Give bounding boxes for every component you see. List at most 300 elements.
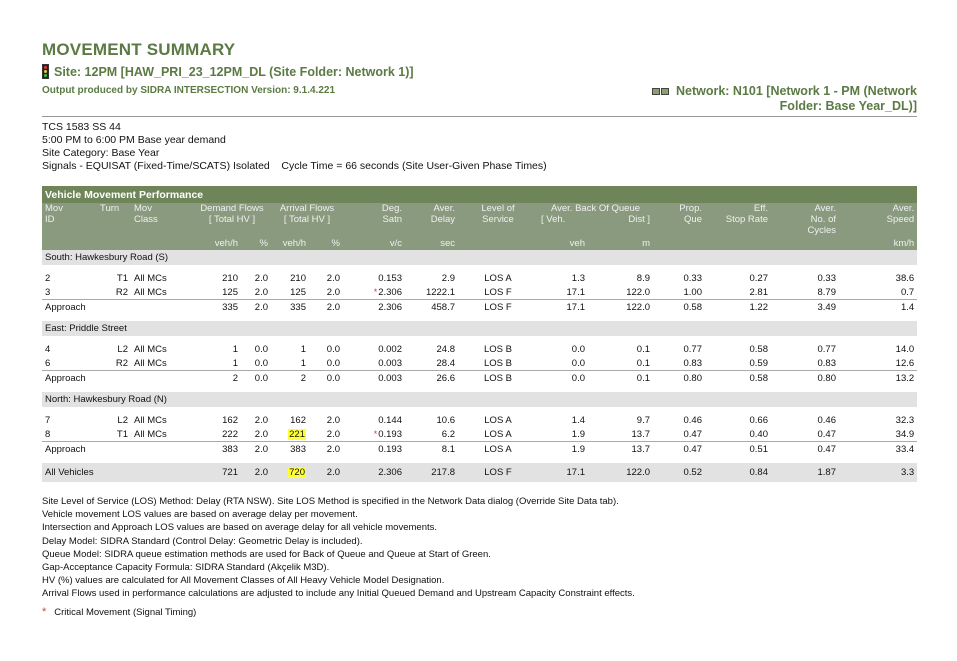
note-line: Arrival Flows used in performance calculations are adjusted to include any Initial Queued Demand and Upstream Capacity Constraint effects. (42, 588, 635, 600)
value-ahv: 2.0 (326, 286, 340, 298)
cell-ahv (309, 413, 343, 427)
cell-spd (839, 371, 917, 387)
value-eff: 2.81 (749, 286, 768, 298)
value-deg: 0.003 (378, 357, 402, 369)
value-veh: 1.4 (571, 414, 585, 426)
value-veh: 1.9 (571, 444, 585, 455)
cell-los (458, 413, 538, 427)
critical-marker-icon: * (373, 286, 378, 297)
legend (42, 606, 196, 618)
cell-prop (653, 371, 705, 387)
cell-turn: R2 (115, 357, 128, 369)
value-los: LOS A (484, 428, 512, 440)
cell-los (458, 342, 538, 356)
value-delay: 10.6 (436, 414, 455, 426)
value-prop: 0.58 (683, 302, 702, 313)
cell-delay (405, 300, 458, 316)
network-line-2: Folder: Base Year_DL)] (779, 99, 917, 114)
table-row (42, 342, 917, 356)
cell-dhv (241, 442, 271, 458)
value-cyc: 0.47 (817, 444, 836, 455)
value-cyc: 8.79 (817, 286, 836, 298)
cell-id: 7 (45, 414, 51, 426)
value-deg: 2.306 (378, 286, 402, 298)
approach-name: East: Priddle Street (42, 321, 917, 336)
approach-label: Approach (42, 300, 193, 316)
value-dhv: 2.0 (254, 467, 268, 478)
value-dt: 162 (222, 414, 238, 426)
value-dhv: 0.0 (254, 343, 268, 355)
table-title: Vehicle Movement Performance (42, 186, 917, 203)
cell-id: 4 (45, 343, 51, 355)
cell-class: All MCs (134, 272, 167, 284)
value-dhv: 2.0 (254, 302, 268, 313)
value-dhv: 2.0 (254, 272, 268, 284)
cell-ahv (309, 300, 343, 316)
cell-veh (538, 427, 588, 442)
cell-dt (193, 463, 241, 482)
cell-dhv (241, 300, 271, 316)
cell-id: 3 (45, 286, 51, 298)
col-header-delay: Aver. Delay (405, 203, 458, 236)
cell-ahv (309, 463, 343, 482)
cell-prop (653, 427, 705, 442)
table-row (42, 356, 917, 371)
value-ahv: 2.0 (326, 467, 340, 478)
unit: veh/h (271, 236, 309, 250)
value-deg: 2.306 (378, 302, 402, 313)
cell-cyc (771, 300, 839, 316)
value-los: LOS B (484, 373, 512, 384)
cell-deg (343, 271, 405, 285)
cell-ahv (309, 442, 343, 458)
cell-los (458, 371, 538, 387)
cell-class: All MCs (134, 428, 167, 440)
note-line: Intersection and Approach LOS values are based on average delay for all vehicle movements. (42, 522, 438, 534)
cell-dhv (241, 413, 271, 427)
unit: sec (405, 236, 458, 250)
value-delay: 24.8 (436, 343, 455, 355)
value-cyc: 0.80 (817, 373, 836, 384)
col-header-class: Mov Class (131, 203, 193, 236)
cell-delay (405, 413, 458, 427)
output-version: Output produced by SIDRA INTERSECTION Version: 9.1.4.221 (42, 85, 336, 96)
approach-row (42, 300, 917, 316)
value-delay: 28.4 (436, 357, 455, 369)
value-eff: 1.22 (749, 302, 768, 313)
cell-veh (538, 442, 588, 458)
cell-dist (588, 413, 653, 427)
cell-eff (705, 413, 771, 427)
cell-spd (839, 271, 917, 285)
value-ahv: 2.0 (326, 414, 340, 426)
cell-turn: T1 (116, 428, 128, 440)
cell-dist (588, 463, 653, 482)
value-spd: 32.3 (895, 414, 915, 426)
value-at: 335 (290, 302, 306, 313)
value-dist: 0.1 (636, 373, 650, 384)
cell-dt (193, 300, 241, 316)
all-vehicles-label: All Vehicles (42, 463, 193, 482)
cell-dist (588, 356, 653, 371)
value-veh: 0.0 (571, 373, 585, 384)
value-los: LOS A (484, 272, 512, 284)
value-at: 383 (290, 444, 306, 455)
cell-veh (538, 371, 588, 387)
cell-los (458, 271, 538, 285)
cell-turn: R2 (115, 286, 128, 298)
unit: veh/h (193, 236, 241, 250)
cell-deg (343, 427, 405, 442)
cell-los (458, 356, 538, 371)
cell-prop (653, 271, 705, 285)
cell-at (271, 371, 309, 387)
cell-cyc (771, 285, 839, 300)
value-at: 2 (300, 373, 306, 384)
value-deg: 0.193 (378, 428, 402, 440)
value-at: 1 (300, 343, 306, 355)
cell-spd (839, 300, 917, 316)
unit: v/c (343, 236, 405, 250)
col-header-deg: Deg. Satn (343, 203, 405, 236)
value-spd: 33.4 (895, 444, 915, 455)
table-row (42, 271, 917, 285)
value-dhv: 0.0 (254, 357, 268, 369)
cell-delay (405, 342, 458, 356)
value-ahv: 2.0 (326, 444, 340, 455)
value-spd: 0.7 (900, 286, 915, 298)
approach-label: Approach (42, 371, 193, 387)
cell-veh (538, 300, 588, 316)
cell-eff (705, 442, 771, 458)
value-spd: 13.2 (895, 373, 915, 384)
value-veh: 1.3 (571, 272, 585, 284)
cell-at (271, 300, 309, 316)
cell-dist (588, 300, 653, 316)
value-eff: 0.58 (749, 373, 768, 384)
value-dt: 335 (222, 302, 238, 313)
value-ahv: 0.0 (326, 343, 340, 355)
unit: m (588, 236, 653, 250)
cell-eff (705, 356, 771, 371)
notes (42, 495, 635, 601)
cell-dist (588, 371, 653, 387)
cell-dist (588, 427, 653, 442)
cell-los (458, 300, 538, 316)
cell-cyc (771, 413, 839, 427)
value-at: 162 (290, 414, 306, 426)
cell-dt (193, 442, 241, 458)
critical-marker-icon: * (373, 428, 378, 439)
value-dt: 222 (222, 428, 238, 440)
cell-eff (705, 371, 771, 387)
cell-cyc (771, 342, 839, 356)
value-deg: 0.153 (378, 272, 402, 284)
col-header-eff: Eff. Stop Rate (705, 203, 771, 236)
cell-at (271, 427, 309, 442)
approach-label: Approach (42, 442, 193, 458)
movement-performance-table (42, 186, 917, 482)
cell-class: All MCs (134, 414, 167, 426)
cell-ahv (309, 285, 343, 300)
value-eff: 0.51 (749, 444, 768, 455)
cell-ahv (309, 371, 343, 387)
approach-header (42, 392, 917, 407)
cell-delay (405, 442, 458, 458)
col-header-queue: Aver. Back Of Queue [ Veh. Dist ] (538, 203, 653, 236)
cell-dist (588, 271, 653, 285)
cell-veh (538, 271, 588, 285)
value-dist: 13.7 (631, 428, 650, 440)
info-line: Site Category: Base Year (42, 147, 160, 159)
value-los: LOS A (484, 414, 512, 426)
value-deg: 0.193 (378, 444, 402, 455)
value-delay: 2.9 (441, 272, 455, 284)
cell-spd (839, 342, 917, 356)
note-line: HV (%) values are calculated for All Movement Classes of All Heavy Vehicle Model Designation. (42, 575, 445, 587)
value-prop: 0.80 (683, 373, 702, 384)
site-info (42, 121, 547, 173)
value-prop: 0.46 (683, 414, 702, 426)
cell-cyc (771, 356, 839, 371)
info-line: 5:00 PM to 6:00 PM Base year demand (42, 134, 226, 146)
value-spd: 3.3 (900, 467, 915, 478)
cell-prop (653, 356, 705, 371)
cell-dt (193, 342, 241, 356)
value-cyc: 0.33 (817, 272, 836, 284)
approach-name: South: Hawkesbury Road (S) (42, 250, 917, 265)
value-veh: 17.1 (566, 467, 585, 478)
cell-veh (538, 285, 588, 300)
value-ahv: 0.0 (326, 357, 340, 369)
note-line: Gap-Acceptance Capacity Formula: SIDRA Standard (Akçelik M3D). (42, 562, 330, 574)
cell-prop (653, 300, 705, 316)
value-deg: 0.003 (378, 373, 402, 384)
value-dhv: 0.0 (254, 373, 268, 384)
value-dt: 1 (232, 343, 238, 355)
value-eff: 0.66 (749, 414, 768, 426)
value-dhv: 2.0 (254, 414, 268, 426)
cell-deg (343, 413, 405, 427)
cell-at (271, 442, 309, 458)
network-icon (652, 84, 670, 99)
value-spd: 1.4 (900, 302, 915, 313)
cell-veh (538, 342, 588, 356)
value-dt: 721 (222, 467, 238, 478)
value-eff: 0.58 (749, 343, 768, 355)
site-title (42, 64, 414, 79)
cell-spd (839, 427, 917, 442)
table-row (42, 427, 917, 442)
approach-header (42, 321, 917, 336)
value-prop: 0.52 (683, 467, 702, 478)
value-ahv: 2.0 (326, 428, 340, 440)
col-header-mov: Mov ID (42, 203, 97, 236)
value-spd: 12.6 (895, 357, 915, 369)
critical-marker-icon: * (42, 606, 47, 618)
col-header-turn: Turn (97, 203, 131, 236)
cell-veh (538, 356, 588, 371)
cell-turn: L2 (117, 343, 128, 355)
value-at: 1 (300, 357, 306, 369)
info-line: Signals - EQUISAT (Fixed-Time/SCATS) Isolated Cycle Time = 66 seconds (Site User-Given Phase Times) (42, 160, 547, 172)
value-at: 720 (289, 467, 305, 478)
value-veh: 0.0 (571, 343, 585, 355)
cell-delay (405, 427, 458, 442)
value-cyc: 0.83 (817, 357, 836, 369)
value-deg: 0.144 (378, 414, 402, 426)
cell-prop (653, 285, 705, 300)
cell-deg (343, 463, 405, 482)
value-at: 125 (290, 286, 306, 298)
network-title (587, 84, 917, 114)
cell-prop (653, 442, 705, 458)
value-los: LOS A (484, 444, 512, 455)
cell-dist (588, 285, 653, 300)
value-spd: 34.9 (895, 428, 915, 440)
value-delay: 26.6 (436, 373, 455, 384)
value-veh: 17.1 (566, 286, 585, 298)
approach-name: North: Hawkesbury Road (N) (42, 392, 917, 407)
cell-deg (343, 442, 405, 458)
table-row (42, 413, 917, 427)
approach-row (42, 442, 917, 458)
cell-spd (839, 285, 917, 300)
value-spd: 38.6 (895, 272, 915, 284)
table-row (42, 285, 917, 300)
cell-at (271, 342, 309, 356)
value-delay: 458.7 (431, 302, 455, 313)
cell-prop (653, 342, 705, 356)
value-los: LOS B (484, 343, 512, 355)
cell-dhv (241, 371, 271, 387)
cell-id: 6 (45, 357, 51, 369)
value-veh: 0.0 (571, 357, 585, 369)
cell-dhv (241, 463, 271, 482)
cell-id: 8 (45, 428, 51, 440)
col-header-arrival: Arrival Flows [ Total HV ] (271, 203, 343, 236)
value-dhv: 2.0 (254, 444, 268, 455)
cell-at (271, 271, 309, 285)
cell-delay (405, 285, 458, 300)
value-ahv: 0.0 (326, 373, 340, 384)
cell-dhv (241, 285, 271, 300)
cell-cyc (771, 442, 839, 458)
cell-eff (705, 285, 771, 300)
value-eff: 0.84 (749, 467, 768, 478)
value-los: LOS F (484, 302, 512, 313)
value-ahv: 2.0 (326, 302, 340, 313)
cell-prop (653, 463, 705, 482)
col-header-demand: Demand Flows [ Total HV ] (193, 203, 271, 236)
value-spd: 14.0 (895, 343, 915, 355)
value-cyc: 3.49 (817, 302, 836, 313)
cell-prop (653, 413, 705, 427)
cell-at (271, 463, 309, 482)
unit: % (309, 236, 343, 250)
value-dt: 383 (222, 444, 238, 455)
value-dist: 0.1 (636, 343, 650, 355)
cell-deg (343, 371, 405, 387)
unit: % (241, 236, 271, 250)
value-dist: 122.0 (626, 286, 650, 298)
cell-at (271, 285, 309, 300)
value-dt: 125 (222, 286, 238, 298)
cell-cyc (771, 371, 839, 387)
all-vehicles-row (42, 463, 917, 482)
cell-ahv (309, 271, 343, 285)
value-eff: 0.40 (749, 428, 768, 440)
cell-dist (588, 442, 653, 458)
cell-dist (588, 342, 653, 356)
value-cyc: 0.46 (817, 414, 836, 426)
value-delay: 6.2 (441, 428, 455, 440)
col-header-los: Level of Service (458, 203, 538, 236)
col-header-prop: Prop. Que (653, 203, 705, 236)
cell-deg (343, 285, 405, 300)
note-line: Queue Model: SIDRA queue estimation methods are used for Back of Queue and Queue at Start of Green. (42, 548, 491, 560)
cell-dt (193, 271, 241, 285)
cell-turn: L2 (117, 414, 128, 426)
value-prop: 1.00 (683, 286, 702, 298)
cell-spd (839, 413, 917, 427)
value-los: LOS F (484, 467, 512, 478)
cell-delay (405, 463, 458, 482)
cell-deg (343, 342, 405, 356)
cell-eff (705, 463, 771, 482)
divider (42, 116, 917, 117)
cell-eff (705, 300, 771, 316)
value-cyc: 0.47 (817, 428, 836, 440)
value-prop: 0.47 (683, 444, 702, 455)
value-eff: 0.59 (749, 357, 768, 369)
cell-dhv (241, 342, 271, 356)
cell-delay (405, 371, 458, 387)
value-cyc: 0.77 (817, 343, 836, 355)
cell-dt (193, 413, 241, 427)
value-dt: 2 (232, 373, 238, 384)
info-line: TCS 1583 SS 44 (42, 121, 121, 133)
cell-spd (839, 463, 917, 482)
site-label: Site: 12PM [HAW_PRI_23_12PM_DL (Site Folder: Network 1)] (54, 64, 414, 79)
value-cyc: 1.87 (817, 467, 836, 478)
unit: km/h (839, 236, 917, 250)
value-prop: 0.33 (683, 272, 702, 284)
value-at: 210 (290, 272, 306, 284)
cell-los (458, 463, 538, 482)
value-prop: 0.83 (683, 357, 702, 369)
cell-id: 2 (45, 272, 51, 284)
cell-dt (193, 427, 241, 442)
col-header-cycles: Aver. No. of Cycles (771, 203, 839, 236)
value-veh: 1.9 (571, 428, 585, 440)
cell-turn: T1 (116, 272, 128, 284)
value-dhv: 2.0 (254, 286, 268, 298)
cell-los (458, 427, 538, 442)
cell-class: All MCs (134, 286, 167, 298)
cell-ahv (309, 342, 343, 356)
value-los: LOS F (484, 286, 512, 298)
traffic-signal-icon (42, 64, 49, 79)
cell-dhv (241, 271, 271, 285)
value-prop: 0.47 (683, 428, 702, 440)
unit: veh (538, 236, 588, 250)
value-los: LOS B (484, 357, 512, 369)
cell-delay (405, 356, 458, 371)
cell-los (458, 285, 538, 300)
value-dt: 1 (232, 357, 238, 369)
cell-ahv (309, 356, 343, 371)
